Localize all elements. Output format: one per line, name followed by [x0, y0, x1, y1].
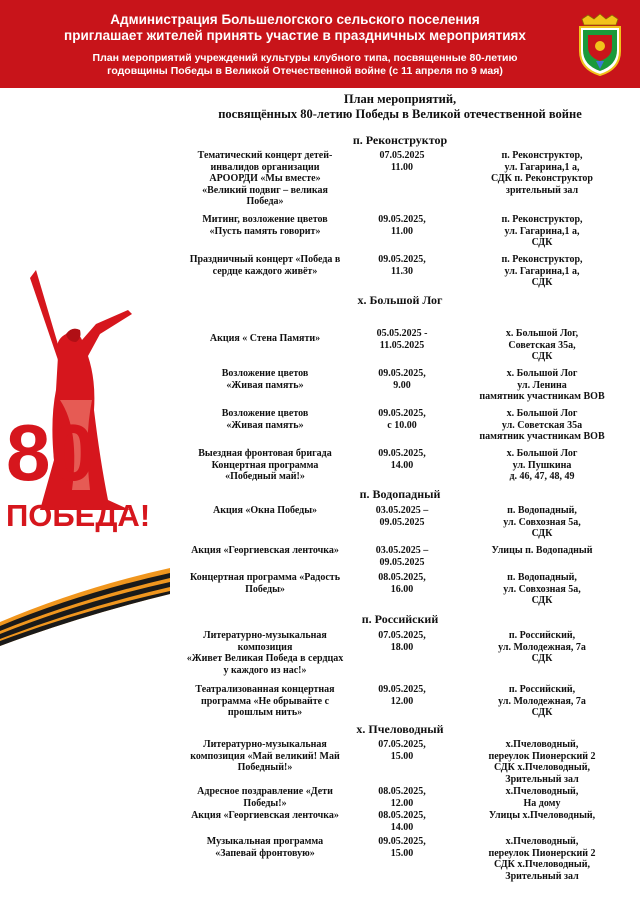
event-name: Митинг, возложение цветов «Пусть память говорит» [202, 214, 328, 237]
event-date: 09.05.2025, 11.30 [378, 254, 426, 277]
event-date: 07.05.2025, 18.00 [378, 630, 426, 653]
event-place: х. Большой Лог ул. Пушкина д. 46, 47, 48, 49 [506, 448, 578, 482]
event-date: 07.05.2025 11.00 [379, 150, 425, 173]
event-date: 03.05.2025 – 09.05.2025 [375, 545, 429, 568]
event-name: Выездная фронтовая бригада Концертная программа «Победный май!» [198, 448, 332, 482]
plan-title-line-2: посвящённых 80-летию Победы в Великой отечественной войне [218, 107, 582, 121]
event-name: Акция « Стена Памяти» [209, 333, 321, 344]
event-date: 09.05.2025, с 10.00 [378, 408, 426, 431]
event-date: 09.05.2025, 12.00 [378, 684, 426, 707]
event-place: Улицы х.Пчеловодный, [488, 810, 596, 821]
plan-title-line-1: План мероприятий, [343, 92, 457, 106]
event-date: 08.05.2025, 14.00 [378, 810, 426, 833]
section-heading: х. Пчеловодный [356, 722, 444, 736]
header-title-line-2: приглашает жителей принять участие в праздничных мероприятиях [64, 28, 526, 43]
event-date: 09.05.2025, 15.00 [378, 836, 426, 859]
section-heading: п. Водопадный [359, 487, 441, 501]
header-subtitle-line-1: План мероприятий учреждений культуры клубного типа, посвященные 80-летию [92, 52, 518, 64]
st-george-ribbon-icon [0, 560, 170, 650]
event-name: Литературно-музыкальная композиция «Живет Великая Победа в сердцах у каждого из нас!» [186, 630, 344, 676]
event-name: Возложение цветов «Живая память» [221, 368, 309, 391]
event-date: 09.05.2025, 14.00 [378, 448, 426, 471]
event-place: х.Пчеловодный, переулок Пионерский 2 СДК х.Пчеловодный, Зрительный зал [488, 739, 596, 785]
plan-title [170, 92, 630, 122]
event-date: 08.05.2025, 12.00 [378, 786, 426, 809]
event-name: Акция «Окна Победы» [212, 505, 318, 516]
header-title [30, 12, 560, 44]
event-name: Музыкальная программа «Запевай фронтовую» [206, 836, 324, 859]
event-place: х. Большой Лог ул. Ленина памятник участникам ВОВ [479, 368, 605, 402]
event-date: 08.05.2025, 16.00 [378, 572, 426, 595]
event-name: Литературно-музыкальная композиция «Май великий! Май Победный!» [190, 739, 340, 773]
event-place: п. Российский, ул. Молодежная, 7а СДК [498, 630, 586, 664]
event-place: п. Реконструктор, ул. Гагарина,1 а, СДК [501, 254, 583, 288]
event-name: Театрализованная концертная программа «Не обрывайте с прошлым нить» [195, 684, 335, 718]
header-title-line-1: Администрация Большелогского сельского поселения [110, 12, 480, 27]
event-place: х.Пчеловодный, На дому [505, 786, 579, 809]
event-place: х. Большой Лог ул. Советская 35а памятник участникам ВОВ [479, 408, 605, 442]
art-number: 80 [6, 408, 95, 497]
event-date: 07.05.2025, 15.00 [378, 739, 426, 762]
event-place: х. Большой Лог, Советская 35а, СДК [505, 328, 579, 362]
header-subtitle-line-2: годовщины Победы в Великой Отечественной войне (с 11 апреля по 9 мая) [107, 65, 503, 77]
art-word: ПОБЕДА! [6, 498, 151, 533]
event-name: Концертная программа «Радость Победы» [189, 572, 340, 595]
event-place: п. Водопадный, ул. Совхозная 5а, СДК [503, 572, 581, 606]
event-name: Праздничный концерт «Победа в сердце каждого живёт» [189, 254, 341, 277]
coat-of-arms-icon [574, 13, 626, 77]
event-name: Тематический концерт детей- инвалидов организации АРООРДИ «Мы вместе» «Великий подвиг – великая Победа» [197, 150, 333, 207]
event-place: п. Российский, ул. Молодежная, 7а СДК [498, 684, 586, 718]
event-name: Акция «Георгиевская ленточка» [191, 545, 339, 556]
event-date: 05.05.2025 - 11.05.2025 [376, 328, 428, 351]
event-name: Возложение цветов «Живая память» [221, 408, 309, 431]
section-heading: х. Большой Лог [357, 293, 443, 307]
header-subtitle [40, 52, 570, 78]
event-place: х.Пчеловодный, переулок Пионерский 2 СДК х.Пчеловодный, Зрительный зал [488, 836, 596, 882]
event-place: п. Реконструктор, ул. Гагарина,1 а, СДК п. Реконструктор зрительный зал [491, 150, 593, 196]
event-date: 09.05.2025, 9.00 [378, 368, 426, 391]
event-place: Улицы п. Водопадный [491, 545, 593, 556]
event-name: Акция «Георгиевская ленточка» [191, 810, 339, 821]
header-banner [0, 0, 640, 88]
event-name: Адресное поздравление «Дети Победы!» [197, 786, 333, 809]
section-heading: п. Реконструктор [352, 133, 448, 147]
event-date: 09.05.2025, 11.00 [378, 214, 426, 237]
event-place: п. Реконструктор, ул. Гагарина,1 а, СДК [501, 214, 583, 248]
section-heading: п. Российский [361, 612, 439, 626]
event-date: 03.05.2025 – 09.05.2025 [375, 505, 429, 528]
event-place: п. Водопадный, ул. Совхозная 5а, СДК [503, 505, 581, 539]
